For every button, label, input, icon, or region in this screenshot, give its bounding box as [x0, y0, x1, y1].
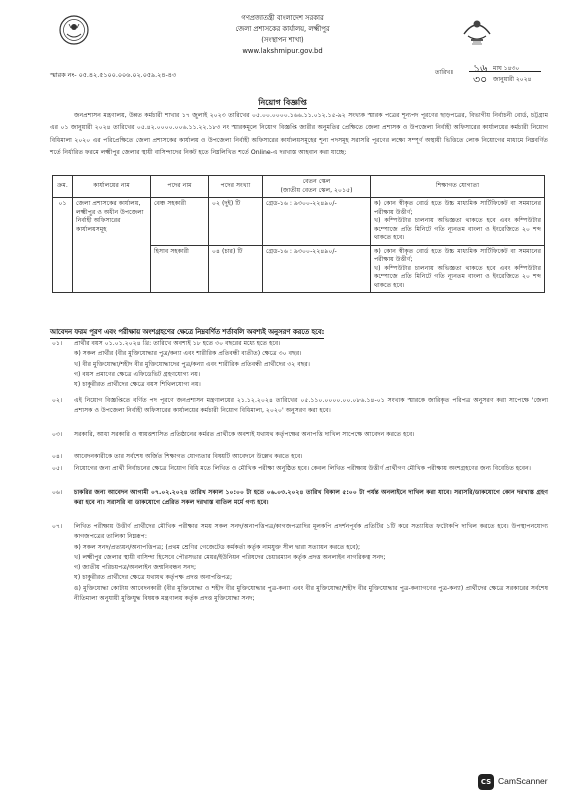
condition-line: ঙ) মুক্তিযোদ্ধা কোটায় আবেদনকারী (বীর মুক্তিযোদ্ধা ও শহীদ বীর মুক্তিযোদ্ধার পুত্র-কন্যা এবং বীর মুক্তিযোদ্ধা/শহীদ বীর মুক্তিযোদ্ধার পুত্র-কন্যাগণের পুত্র-কন্যা) প্রার্থীদের ক্ষেত্রে সরকারের সর্বশেষ নীতিমালা অনুযায়ী মুক্তিযুদ্ধ বিষয়ক মন্ত্রণালয় কর্তৃক প্রদত্ত মুক্তিযোদ্ধা সনদ;	[74, 584, 548, 603]
condition-line: খ) বীর মুক্তিযোদ্ধা/শহীদ বীর মুক্তিযোদ্ধাদের পুত্র/কন্যা এবং শারীরিক প্রতিবন্ধী প্রার্থীদের ৩২ বছর।	[74, 360, 311, 368]
row-qualification: ক) কোন স্বীকৃত বোর্ড হতে উচ্চ মাধ্যমিক সার্টিফিকেট বা সমমানের পরীক্ষায় উত্তীর্ণ; খ) কম্পিউটার চালনায় অভিজ্ঞতা থাকতে হবে এবং কম্পিউটার কম্পোজে প্রতি মিনিটে গতি ন্যূনতম বাংলা ও ইংরেজিতে ২০ শব্দ থাকতে হবে।	[371, 245, 545, 293]
bangla-month: মাঘ ১৪৩০	[493, 65, 520, 72]
notice-title: নিয়োগ বিজ্ঞপ্তি	[258, 98, 307, 107]
col-scale: বেতন স্কেল (জাতীয় বেতন স্কেল, ২০১৫)	[263, 176, 371, 198]
condition-line: লিখিত পরীক্ষায় উত্তীর্ণ প্রার্থীদের মৌখিক পরীক্ষার সময় সকল সনদ/অনাপত্তিপত্র/কাগজপত্রাদির মূলকপি প্রদর্শনপূর্বক প্রতিটির ১টি করে সত্যায়িত ফটোকপি দাখিল করতে হবে। উপস্থাপনযোগ্য কাগজপত্রের তালিকা নিম্নরূপ:	[74, 523, 548, 541]
camscanner-text: CamScanner	[498, 776, 548, 786]
condition-line: প্রার্থীর বয়স ০১.০১.২০২৪ খ্রি: তারিখে অবশ্যই ১৮ হতে ৩০ বছরের মধ্যে হতে হবে।	[74, 340, 281, 347]
camscanner-watermark	[478, 772, 558, 792]
col-count: পদের সংখ্যা	[209, 176, 263, 198]
date-label: তারিখঃ	[435, 69, 454, 76]
col-serial: ক্রম.	[53, 176, 73, 198]
row-serial: ০১	[53, 198, 73, 293]
condition-line: গ) জাতীয় পরিচয়পত্র/অনলাইন জন্মনিবন্ধন সনদ;	[74, 564, 197, 572]
english-month: জানুয়ারী ২০২৪	[493, 76, 532, 83]
conditions-heading: আবেদন ফরম পূরণ এবং পরীক্ষায় অংশগ্রহণের ক্ষেত্রে নিম্নবর্ণিত শর্তাবলি অবশ্যই অনুসরণ করতে হবে:	[50, 326, 324, 339]
row-post: বেঞ্চ সহকারী	[151, 198, 209, 246]
header-government: গণপ্রজাতন্ত্রী বাংলাদেশ সরকার	[241, 14, 324, 22]
condition-line: সরকারি, আধা সরকারি ও স্বায়ত্তশাসিত প্রতিষ্ঠানের কর্মরত প্রার্থীকে অবশ্যই যথাযথ কর্তৃপক্ষের অনাপত্তি দাখিল সাপেক্ষে আবেদন করতে হবে।	[74, 431, 415, 438]
col-qualification: শিক্ষাগত যোগ্যতা	[371, 176, 545, 198]
row-scale: গ্রেড-১৬ : ৯৩০০-২২৪৯০/-	[263, 245, 371, 293]
memo-date	[435, 60, 545, 86]
table-header-row	[53, 176, 545, 198]
condition-number: ০১।	[52, 340, 63, 347]
row-scale: গ্রেড-১৬ : ৯৩০০-২২৪৯০/-	[263, 198, 371, 246]
condition-number: ০৭।	[52, 523, 63, 530]
row-office: জেলা প্রশাসকের কার্যালয়, লক্ষ্মীপুর ও অধীন উপজেলা নির্বাহী অফিসারের কার্যালয়সমূহ	[73, 198, 151, 293]
header-website: www.lakshmipur.gov.bd	[242, 47, 323, 55]
english-day: ৩০	[473, 73, 488, 86]
row-count: ০৪ (চার) টি	[209, 245, 263, 293]
intro-paragraph: জনপ্রশাসন মন্ত্রণালয়, উন্নত কর্মচারী শাখার ১৭ জুলাই ২০২৩ তারিখের ০৫.০০.০০০০.১৬৬.১১.০১২.১৫-৯২ সংখ্যক স্মারক পত্রের শূন্যপদ পূরণের ছাড়পত্রের, বিভাগীয় নির্বাচনী বোর্ড, চট্টগ্রাম এর ০১ জানুয়ারী ২০২৪ তারিখের ০৫.৪২.০০০০.০০৬.১১.২২.১৮৩ নং স্মারকমূলে নিয়োগ বিজ্ঞপ্তি জারীর অনুমতির প্রেক্ষিতে জেলা প্রশাসক ও উপজেলা নির্বাহী অফিসারের কার্যালয়ের কর্মচারী নিয়োগ বিধিমালা ২০২০ এর পরিপ্রেক্ষিতে জেলা প্রশাসকের কার্যালয় ও উপজেলা নির্বাহী অফিসারের কার্যালয়সমূহের শূন্য পদসমূহ সরাসরি পূরণের লক্ষ্যে সম্পূর্ণ অস্থায়ী ভিত্তিতে লোক নিয়োগের মাধ্যমে নিম্নবর্ণিত শর্তে নির্ধারিত ফরমে লক্ষ্মীপুর জেলার স্থায়ী বাসিন্দাদের নিকট হতে নিম্নলিখিত শর্তে Online-এ দরখাস্ত আহবান করা যাচ্ছে:	[50, 112, 548, 156]
condition-line: ঘ) চাকুরীরত প্রার্থীদের ক্ষেত্রে যথাযথ কর্তৃপক্ষ প্রদত্ত অনাপত্তিপত্র;	[74, 574, 233, 582]
condition-line: গ) বয়স প্রমাণের ক্ষেত্রে এফিডেভিট গ্রহণযোগ্য নয়।	[74, 370, 201, 378]
row-post: হিসাব সহকারী	[151, 245, 209, 293]
header-office: জেলা প্রশাসকের কার্যালয়, লক্ষ্মীপুর	[235, 25, 330, 33]
camscanner-logo-icon: CS	[478, 774, 494, 790]
condition-line: ক) সকল প্রার্থীর (বীর মুক্তিযোদ্ধার পুত্র/কন্যা এবং শারীরিক প্রতিবন্ধী ব্যতীত) ক্ষেত্রে ৩০ বছর।	[74, 350, 302, 358]
col-post: পদের নাম	[151, 176, 209, 198]
col-office: কার্যালয়ের নাম	[73, 176, 151, 198]
condition-number: ০২।	[52, 397, 63, 404]
row-count: ০২ (দুই) টি	[209, 198, 263, 246]
bangla-day: ১৬	[473, 62, 488, 75]
vacancy-table	[52, 175, 545, 293]
condition-line: খ) লক্ষ্মীপুর জেলার স্থায়ী বাসিন্দা হিসেবে পৌরসভার মেয়র/ইউনিয়ন পরিষদের চেয়ারম্যান কর্তৃক প্রদত্ত অনলাইন নাগরিকত্ব সনদ;	[74, 553, 386, 561]
condition-line: আবেদনকারীকে তার সর্বশেষ অর্জিত শিক্ষাগত যোগ্যতার বিষয়টি আবেদনে উল্লেখ করতে হবে।	[74, 453, 303, 460]
condition-number: ০৬।	[52, 489, 63, 496]
row-qualification: ক) কোন স্বীকৃত বোর্ড হতে উচ্চ মাধ্যমিক সার্টিফিকেট বা সমমানের পরীক্ষায় উত্তীর্ণ; খ) কম্পিউটার চালনায় অভিজ্ঞতা থাকতে হবে এবং কম্পিউটার কম্পোজে প্রতি মিনিটে গতি ন্যূনতম বাংলা ও ইংরেজিতে ২০ শব্দ থাকতে হবে।	[371, 198, 545, 246]
condition-line: এই নিয়োগ বিজ্ঞপ্তিতে বর্ণিত পদ পূরণে জনপ্রশাসন মন্ত্রণালয়ের ২১.১২.২০২৪ তারিখের ০৫.১১০.০০০০.০০.০৮৬.১৪-০১ সংখ্যক স্মারকে জারিকৃত পরিপত্র অনুসরণ করা সাপেক্ষে 'জেলা প্রশাসক ও উপজেলা নির্বাহী অফিসারের কার্যালয়ের কর্মচারী নিয়োগ বিধিমালা, ২০২০' অনুসরণ করা হবে।	[74, 397, 548, 415]
condition-line: নিয়োগের জন্য প্রার্থী নির্বাচনের ক্ষেত্রে নিয়োগ বিধি মতে লিখিত ও মৌখিক পরীক্ষা অনুষ্ঠিত হবে। কেবল লিখিত পরীক্ষায় উত্তীর্ণ প্রার্থীগণ মৌখিক পরীক্ষায় অংশগ্রহণের জন্য বিবেচিত হবেন।	[74, 465, 531, 472]
table-row	[53, 198, 545, 246]
condition-number: ০৩।	[52, 431, 63, 438]
condition-number: ০৫।	[52, 465, 63, 472]
condition-line: ঘ) চাকুরীরত প্রার্থীদের ক্ষেত্রে বয়স শিথিলযোগ্য নয়।	[74, 381, 201, 389]
header-section: (সংস্থাপন শাখা)	[261, 36, 304, 44]
condition-number: ০৪।	[52, 453, 63, 460]
condition-line: ক) সকল সনদ/প্রত্যয়ন/অনাপত্তিপত্র; (প্রথম শ্রেণির গেজেটেড কর্মকর্তা কর্তৃক নামযুক্ত সীল দ্বারা সত্যায়ন করতে হবে);	[74, 543, 361, 551]
memo-number: স্মারক নং- ০৫.৪২.৫১০০.০০৬.০২.০৫৯.২৪-৪৩	[50, 71, 177, 79]
condition-line: চাকরির জন্য আবেদন আগামী ০৭.০২.২০২৪ তারিখ সকাল ১০:০০ টা হতে ০৬.০৩.২০২৪ তারিখ বিকাল ৫:০০ টা পর্যন্ত অনলাইনে দাখিল করা যাবে। সরাসরি/ডাকযোগে কোন দরখাস্ত গ্রহণ করা হবে না। সরাসরি বা ডাকযোগে প্রেরিত সকল দরখাস্ত বাতিল মর্মে গণ্য হবে।	[74, 489, 548, 507]
